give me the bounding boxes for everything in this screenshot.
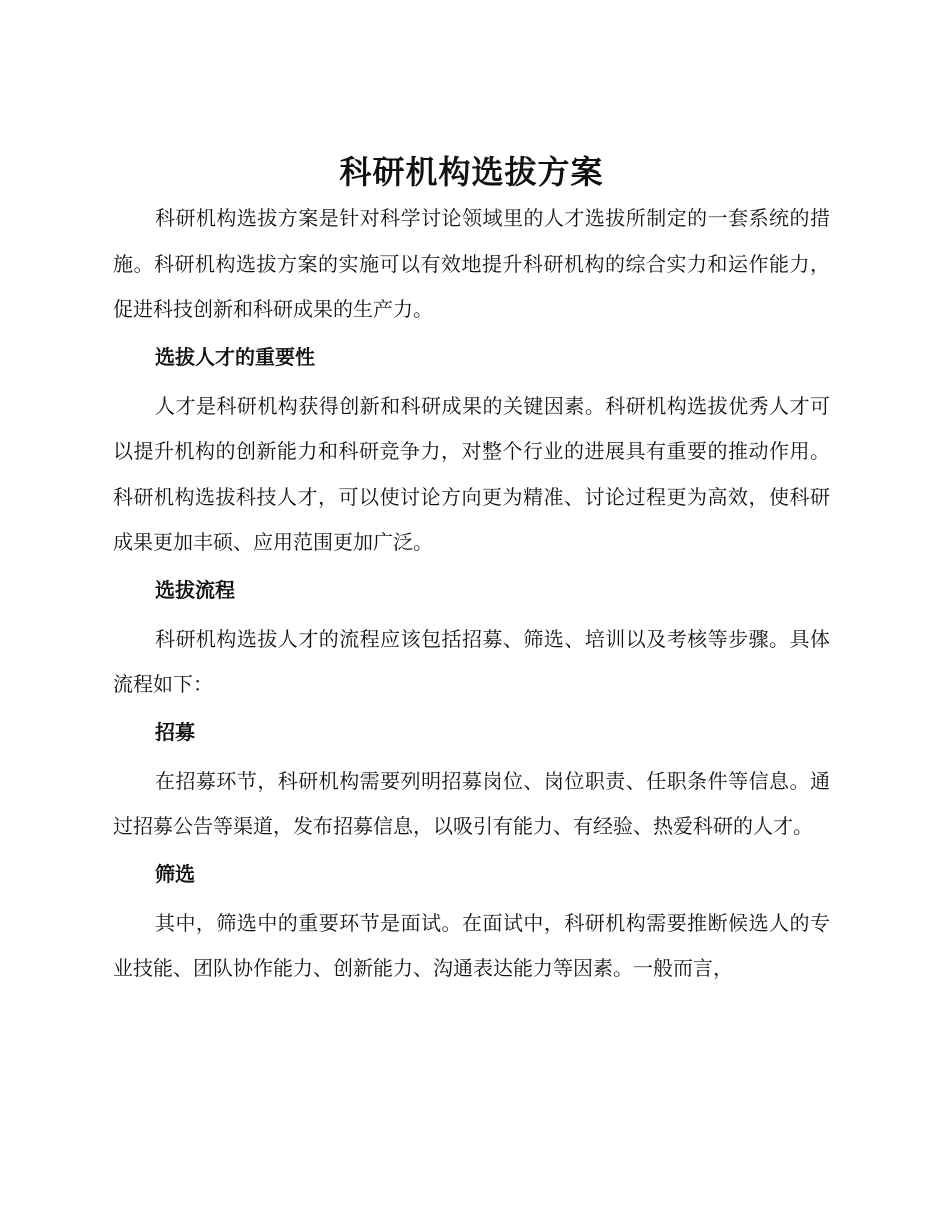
- section-body-screening: 其中，筛选中的重要环节是面试。在面试中，科研机构需要推断候选人的专业技能、团队协作能力、创新能力、沟通表达能力等因素。一般而言，: [113, 910, 830, 980]
- intro-paragraph: 科研机构选拔方案是针对科学讨论领域里的人才选拔所制定的一套系统的措施。科研机构选拔方案的实施可以有效地提升科研机构的综合实力和运作能力，促进科技创新和科研成果的生产力。: [113, 206, 830, 321]
- section-body-importance: 人才是科研机构获得创新和科研成果的关键因素。科研机构选拔优秀人才可以提升机构的创新能力和科研竞争力，对整个行业的进展具有重要的推动作用。科研机构选拔科技人才，可以使讨论方向更为精准、讨论过程更为高效，使科研成果更加丰硕、应用范围更加广泛。: [113, 393, 830, 554]
- section-heading-screening: 筛选: [155, 861, 195, 886]
- section-body-recruitment: 在招募环节，科研机构需要列明招募岗位、岗位职责、任职条件等信息。通过招募公告等渠道，发布招募信息，以吸引有能力、有经验、热爱科研的人才。: [113, 768, 830, 838]
- document-title: 科研机构选拔方案: [339, 153, 604, 191]
- section-heading-importance: 选拔人才的重要性: [155, 344, 315, 369]
- section-heading-recruitment: 招募: [155, 719, 195, 744]
- section-heading-process: 选拔流程: [155, 577, 235, 602]
- section-body-process: 科研机构选拔人才的流程应该包括招募、筛选、培训以及考核等步骤。具体流程如下：: [113, 626, 830, 696]
